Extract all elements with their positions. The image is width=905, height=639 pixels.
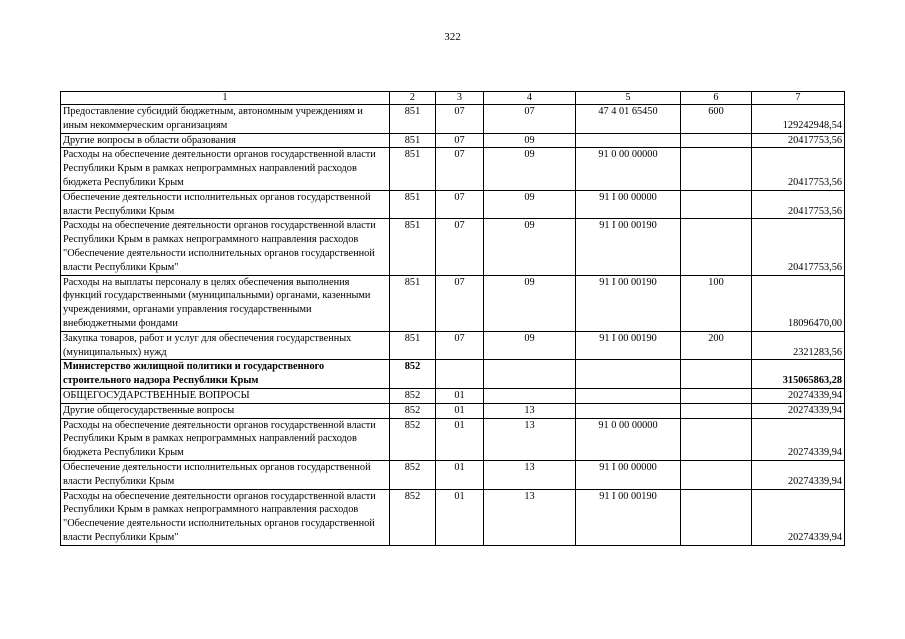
row-ministry-code: 851 (390, 190, 436, 219)
row-section: 07 (436, 219, 484, 275)
row-amount: 20274339,94 (752, 403, 845, 418)
row-ministry-code: 851 (390, 148, 436, 190)
row-ministry-code: 852 (390, 403, 436, 418)
row-amount: 20274339,94 (752, 388, 845, 403)
row-name: Другие общегосударственные вопросы (61, 403, 390, 418)
row-target-article: 91 0 00 00000 (576, 418, 681, 460)
row-target-article (576, 388, 681, 403)
row-target-article: 91 I 00 00190 (576, 331, 681, 360)
row-section: 01 (436, 460, 484, 489)
row-subsection: 13 (484, 418, 576, 460)
header-row (61, 92, 845, 105)
row-name: Расходы на выплаты персоналу в целях обеспечения выполнения функций государственными (муниципальными) органами, казенными учреждениями, органами управления государственными внебюджетными фондами (61, 275, 390, 331)
row-name: Обеспечение деятельности исполнительных органов государственной власти Республики Крым (61, 190, 390, 219)
row-ministry-code: 851 (390, 275, 436, 331)
row-name: Предоставление субсидий бюджетным, автономным учреждениям и иным некоммерческим организациям (61, 105, 390, 134)
row-name: Расходы на обеспечение деятельности органов государственной власти Республики Крым в рамках непрограммного направления расходов "Обеспечение деятельности исполнительных органов государственной власти Республики Крым" (61, 219, 390, 275)
row-expense-type (681, 403, 752, 418)
row-section: 07 (436, 105, 484, 134)
table-row (61, 460, 845, 489)
row-expense-type: 600 (681, 105, 752, 134)
row-name: Обеспечение деятельности исполнительных органов государственной власти Республики Крым (61, 460, 390, 489)
row-target-article: 91 I 00 00190 (576, 219, 681, 275)
row-subsection (484, 360, 576, 389)
row-expense-type (681, 388, 752, 403)
row-target-article: 91 I 00 00000 (576, 460, 681, 489)
row-expense-type (681, 219, 752, 275)
row-section: 07 (436, 275, 484, 331)
row-ministry-code: 852 (390, 460, 436, 489)
row-name: Расходы на обеспечение деятельности органов государственной власти Республики Крым в рамках непрограммного направления расходов "Обеспечение деятельности исполнительных органов государственной власти Республики Крым" (61, 489, 390, 545)
table-row (61, 190, 845, 219)
row-subsection: 07 (484, 105, 576, 134)
table-row (61, 489, 845, 545)
row-name: ОБЩЕГОСУДАРСТВЕННЫЕ ВОПРОСЫ (61, 388, 390, 403)
row-subsection: 13 (484, 460, 576, 489)
header-cell: 2 (390, 92, 436, 105)
table-row (61, 133, 845, 148)
row-name: Другие вопросы в области образования (61, 133, 390, 148)
header-cell: 5 (576, 92, 681, 105)
header-cell: 4 (484, 92, 576, 105)
row-subsection: 13 (484, 403, 576, 418)
row-section: 01 (436, 388, 484, 403)
row-amount: 129242948,54 (752, 105, 845, 134)
row-target-article (576, 133, 681, 148)
header-cell: 7 (752, 92, 845, 105)
page-number: 322 (444, 31, 461, 43)
row-section: 01 (436, 418, 484, 460)
row-subsection: 09 (484, 275, 576, 331)
row-section: 01 (436, 403, 484, 418)
row-subsection: 09 (484, 148, 576, 190)
row-amount: 20417753,56 (752, 133, 845, 148)
table-row (61, 105, 845, 134)
row-amount: 20274339,94 (752, 418, 845, 460)
row-target-article: 91 0 00 00000 (576, 148, 681, 190)
row-ministry-code: 852 (390, 489, 436, 545)
row-section: 01 (436, 489, 484, 545)
row-section: 07 (436, 190, 484, 219)
row-amount: 2321283,56 (752, 331, 845, 360)
row-expense-type (681, 418, 752, 460)
row-target-article: 47 4 01 65450 (576, 105, 681, 134)
header-cell: 1 (61, 92, 390, 105)
row-target-article: 91 I 00 00000 (576, 190, 681, 219)
row-ministry-code: 851 (390, 105, 436, 134)
row-ministry-code: 852 (390, 360, 436, 389)
row-subsection: 09 (484, 190, 576, 219)
table-row (61, 418, 845, 460)
row-ministry-code: 852 (390, 388, 436, 403)
row-amount: 315065863,28 (752, 360, 845, 389)
row-subsection (484, 388, 576, 403)
row-name: Расходы на обеспечение деятельности органов государственной власти Республики Крым в рамках непрограммных направлений расходов бюджета Республики Крым (61, 148, 390, 190)
row-subsection: 09 (484, 133, 576, 148)
row-expense-type (681, 489, 752, 545)
row-ministry-code: 851 (390, 331, 436, 360)
row-amount: 20274339,94 (752, 489, 845, 545)
row-expense-type (681, 148, 752, 190)
row-target-article (576, 403, 681, 418)
row-amount: 20417753,56 (752, 219, 845, 275)
row-target-article: 91 I 00 00190 (576, 275, 681, 331)
row-expense-type (681, 190, 752, 219)
row-ministry-code: 851 (390, 219, 436, 275)
header-cell: 3 (436, 92, 484, 105)
table-row (61, 388, 845, 403)
row-name: Расходы на обеспечение деятельности органов государственной власти Республики Крым в рамках непрограммных направлений расходов бюджета Республики Крым (61, 418, 390, 460)
table-row (61, 360, 845, 389)
table-row (61, 275, 845, 331)
row-amount: 20417753,56 (752, 190, 845, 219)
row-section (436, 360, 484, 389)
row-expense-type (681, 460, 752, 489)
row-amount: 18096470,00 (752, 275, 845, 331)
row-name: Министерство жилищной политики и государственного строительного надзора Республики Крым (61, 360, 390, 389)
row-ministry-code: 852 (390, 418, 436, 460)
row-amount: 20274339,94 (752, 460, 845, 489)
row-expense-type: 200 (681, 331, 752, 360)
row-expense-type (681, 360, 752, 389)
row-amount: 20417753,56 (752, 148, 845, 190)
row-target-article (576, 360, 681, 389)
table-row (61, 403, 845, 418)
row-section: 07 (436, 148, 484, 190)
table-row (61, 219, 845, 275)
budget-table (60, 91, 845, 546)
row-section: 07 (436, 133, 484, 148)
row-ministry-code: 851 (390, 133, 436, 148)
row-subsection: 09 (484, 331, 576, 360)
row-name: Закупка товаров, работ и услуг для обеспечения государственных (муниципальных) нужд (61, 331, 390, 360)
row-expense-type (681, 133, 752, 148)
row-expense-type: 100 (681, 275, 752, 331)
row-subsection: 09 (484, 219, 576, 275)
row-target-article: 91 I 00 00190 (576, 489, 681, 545)
table-row (61, 148, 845, 190)
table-row (61, 331, 845, 360)
row-section: 07 (436, 331, 484, 360)
row-subsection: 13 (484, 489, 576, 545)
header-cell: 6 (681, 92, 752, 105)
